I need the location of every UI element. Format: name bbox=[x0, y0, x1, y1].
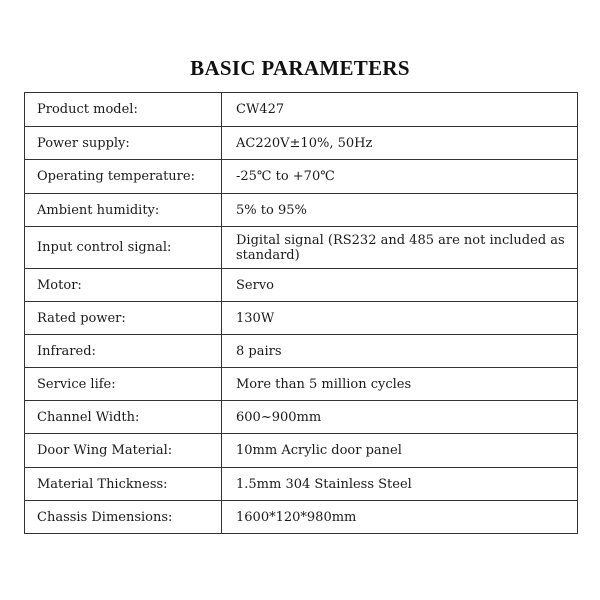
table-row bbox=[25, 93, 578, 127]
param-label: Material Thickness: bbox=[25, 468, 222, 501]
param-label: Operating temperature: bbox=[25, 160, 222, 194]
table-row bbox=[25, 194, 578, 227]
param-value: 1600*120*980mm bbox=[222, 501, 578, 534]
table-row bbox=[25, 434, 578, 468]
parameters-table bbox=[24, 92, 578, 534]
page-title: BASIC PARAMETERS bbox=[190, 56, 410, 80]
param-value: -25℃ to +70℃ bbox=[222, 160, 578, 194]
param-value: More than 5 million cycles bbox=[222, 368, 578, 401]
param-label: Input control signal: bbox=[25, 227, 222, 269]
table-row bbox=[25, 160, 578, 194]
param-label: Chassis Dimensions: bbox=[25, 501, 222, 534]
param-value: 8 pairs bbox=[222, 335, 578, 368]
param-label: Service life: bbox=[25, 368, 222, 401]
param-value: 130W bbox=[222, 302, 578, 335]
table-row bbox=[25, 501, 578, 534]
param-label: Channel Width: bbox=[25, 401, 222, 434]
table-row bbox=[25, 127, 578, 160]
table-row bbox=[25, 401, 578, 434]
param-value: AC220V±10%, 50Hz bbox=[222, 127, 578, 160]
param-label: Rated power: bbox=[25, 302, 222, 335]
param-value: Digital signal (RS232 and 485 are not included as standard) bbox=[222, 227, 578, 269]
param-label: Motor: bbox=[25, 269, 222, 302]
table-row bbox=[25, 368, 578, 401]
param-value: Servo bbox=[222, 269, 578, 302]
table-row bbox=[25, 468, 578, 501]
param-value: CW427 bbox=[222, 93, 578, 127]
param-value: 600~900mm bbox=[222, 401, 578, 434]
table-row bbox=[25, 227, 578, 269]
param-label: Ambient humidity: bbox=[25, 194, 222, 227]
param-value: 10mm Acrylic door panel bbox=[222, 434, 578, 468]
table-row bbox=[25, 302, 578, 335]
param-label: Door Wing Material: bbox=[25, 434, 222, 468]
table-row bbox=[25, 335, 578, 368]
param-label: Power supply: bbox=[25, 127, 222, 160]
param-value: 1.5mm 304 Stainless Steel bbox=[222, 468, 578, 501]
param-label: Product model: bbox=[25, 93, 222, 127]
param-value: 5% to 95% bbox=[222, 194, 578, 227]
table-row bbox=[25, 269, 578, 302]
param-label: Infrared: bbox=[25, 335, 222, 368]
